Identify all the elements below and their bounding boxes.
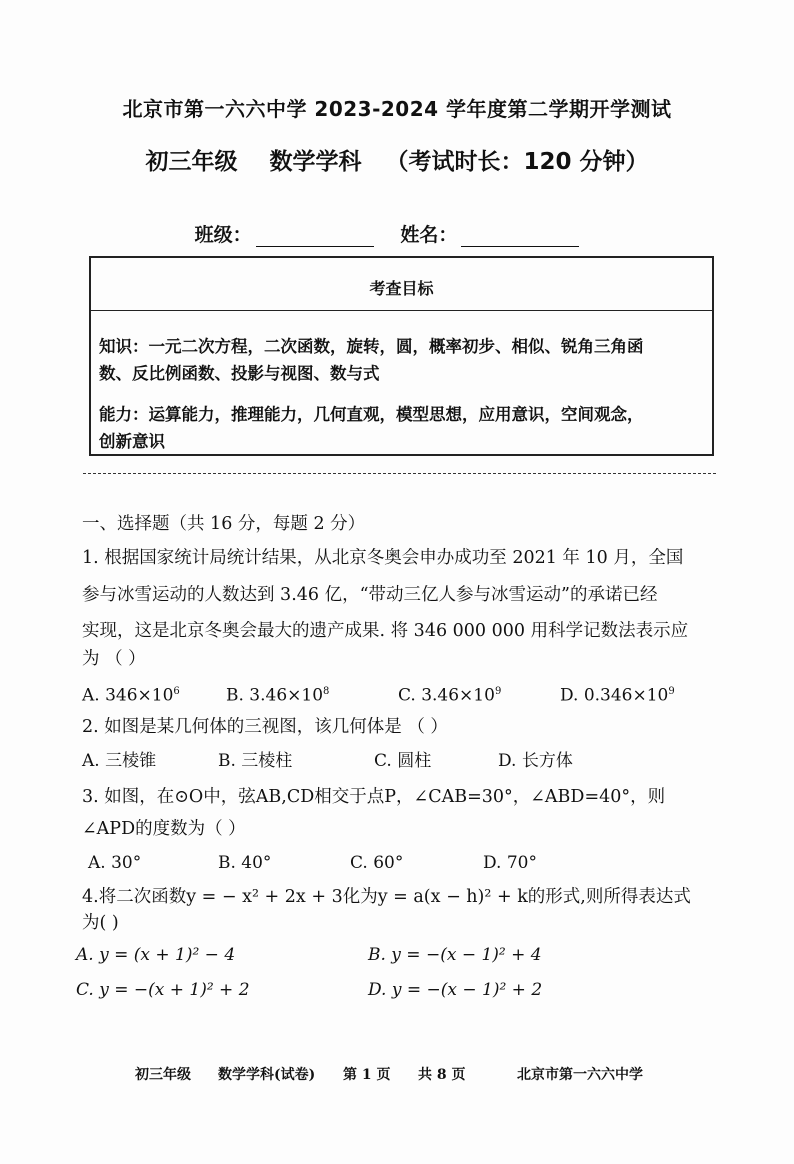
- section-heading: 一、选择题（共 16 分，每题 2 分）: [82, 514, 366, 534]
- knowledge-line: 知识：一元二次方程，二次函数，旋转，圆，概率初步、相似、锐角三角函: [99, 337, 644, 356]
- q1-option-b: B. $3.46\times 10^8$: [226, 685, 330, 706]
- knowledge-line: 数、反比例函数、投影与视图、数与式: [99, 364, 380, 383]
- q2-option-d: D. 长方体: [498, 751, 573, 771]
- objectives-box: [89, 256, 714, 456]
- q2-option-a: A. 三棱锥: [82, 751, 157, 771]
- grade-label: 初三年级: [145, 149, 238, 175]
- name-blank[interactable]: [461, 228, 579, 247]
- class-blank[interactable]: [256, 228, 374, 247]
- q4-option-a: A. y = (x + 1)² − 4: [76, 945, 236, 965]
- duration-label: （考试时长：120 分钟）: [385, 149, 649, 175]
- footer-page: 第 1 页: [343, 1067, 391, 1083]
- divider: [83, 473, 716, 474]
- name-label: 姓名：: [400, 224, 458, 246]
- q1-option-c: C. $3.46\times 10^9$: [398, 685, 502, 706]
- exam-subtitle: [0, 143, 794, 176]
- objectives-heading: 考查目标: [91, 258, 712, 311]
- ability-line: 能力：运算能力，推理能力，几何直观，模型思想，应用意识，空间观念，: [99, 405, 644, 424]
- q3-option-a: A. 30°: [88, 853, 142, 873]
- q1-text: 参与冰雪运动的人数达到 3.46 亿，“带动三亿人参与冰雪运动”的承诺已经: [82, 585, 658, 605]
- subject-label: 数学学科: [269, 149, 362, 175]
- class-label: 班级：: [194, 224, 252, 246]
- q4-text: 为( ): [82, 913, 119, 933]
- footer-school: 北京市第一六六中学: [517, 1067, 643, 1083]
- q3-option-d: D. 70°: [483, 853, 537, 873]
- q3-text: ∠APD的度数为（ ）: [82, 819, 246, 839]
- q2-option-c: C. 圆柱: [374, 751, 432, 771]
- q3-text: 3. 如图，在⊙O中，弦AB,CD相交于点P，∠CAB=30°，∠ABD=40°，则: [82, 787, 666, 807]
- q1-text: 为 （ ）: [82, 649, 146, 669]
- exam-title: 北京市第一六六中学 2023-2024 学年度第二学期开学测试: [122, 97, 672, 121]
- footer-subject: 数学学科(试卷): [218, 1067, 316, 1083]
- q1-option-d: D. $0.346\times 10^9$: [560, 685, 675, 706]
- q2-text: 2. 如图是某几何体的三视图，该几何体是 （ ）: [82, 717, 448, 737]
- objectives-ability: [91, 401, 712, 455]
- q1-text: 1. 根据国家统计局统计结果，从北京冬奥会申办成功至 2021 年 10 月，全国: [82, 548, 684, 568]
- q2-option-b: B. 三棱柱: [218, 751, 293, 771]
- q4-option-c: C. y = −(x + 1)² + 2: [76, 980, 250, 1000]
- objectives-knowledge: [91, 333, 712, 387]
- q3-option-c: C. 60°: [350, 853, 404, 873]
- q3-option-b: B. 40°: [218, 853, 272, 873]
- q4-text: 4.将二次函数y = − x² + 2x + 3化为y = a(x − h)² + k的形式,则所得表达式: [82, 887, 691, 907]
- footer-grade: 初三年级: [135, 1067, 191, 1083]
- q1-text: 实现，这是北京冬奥会最大的遗产成果. 将 346 000 000 用科学记数法表示应: [82, 621, 689, 641]
- q1-option-a: A. $346\times 10^6$: [82, 685, 180, 706]
- footer-total: 共 8 页: [418, 1067, 466, 1083]
- ability-line: 创新意识: [99, 432, 165, 451]
- q4-option-d: D. y = −(x − 1)² + 2: [368, 980, 543, 1000]
- q4-option-b: B. y = −(x − 1)² + 4: [368, 945, 542, 965]
- student-info-row: [0, 220, 794, 247]
